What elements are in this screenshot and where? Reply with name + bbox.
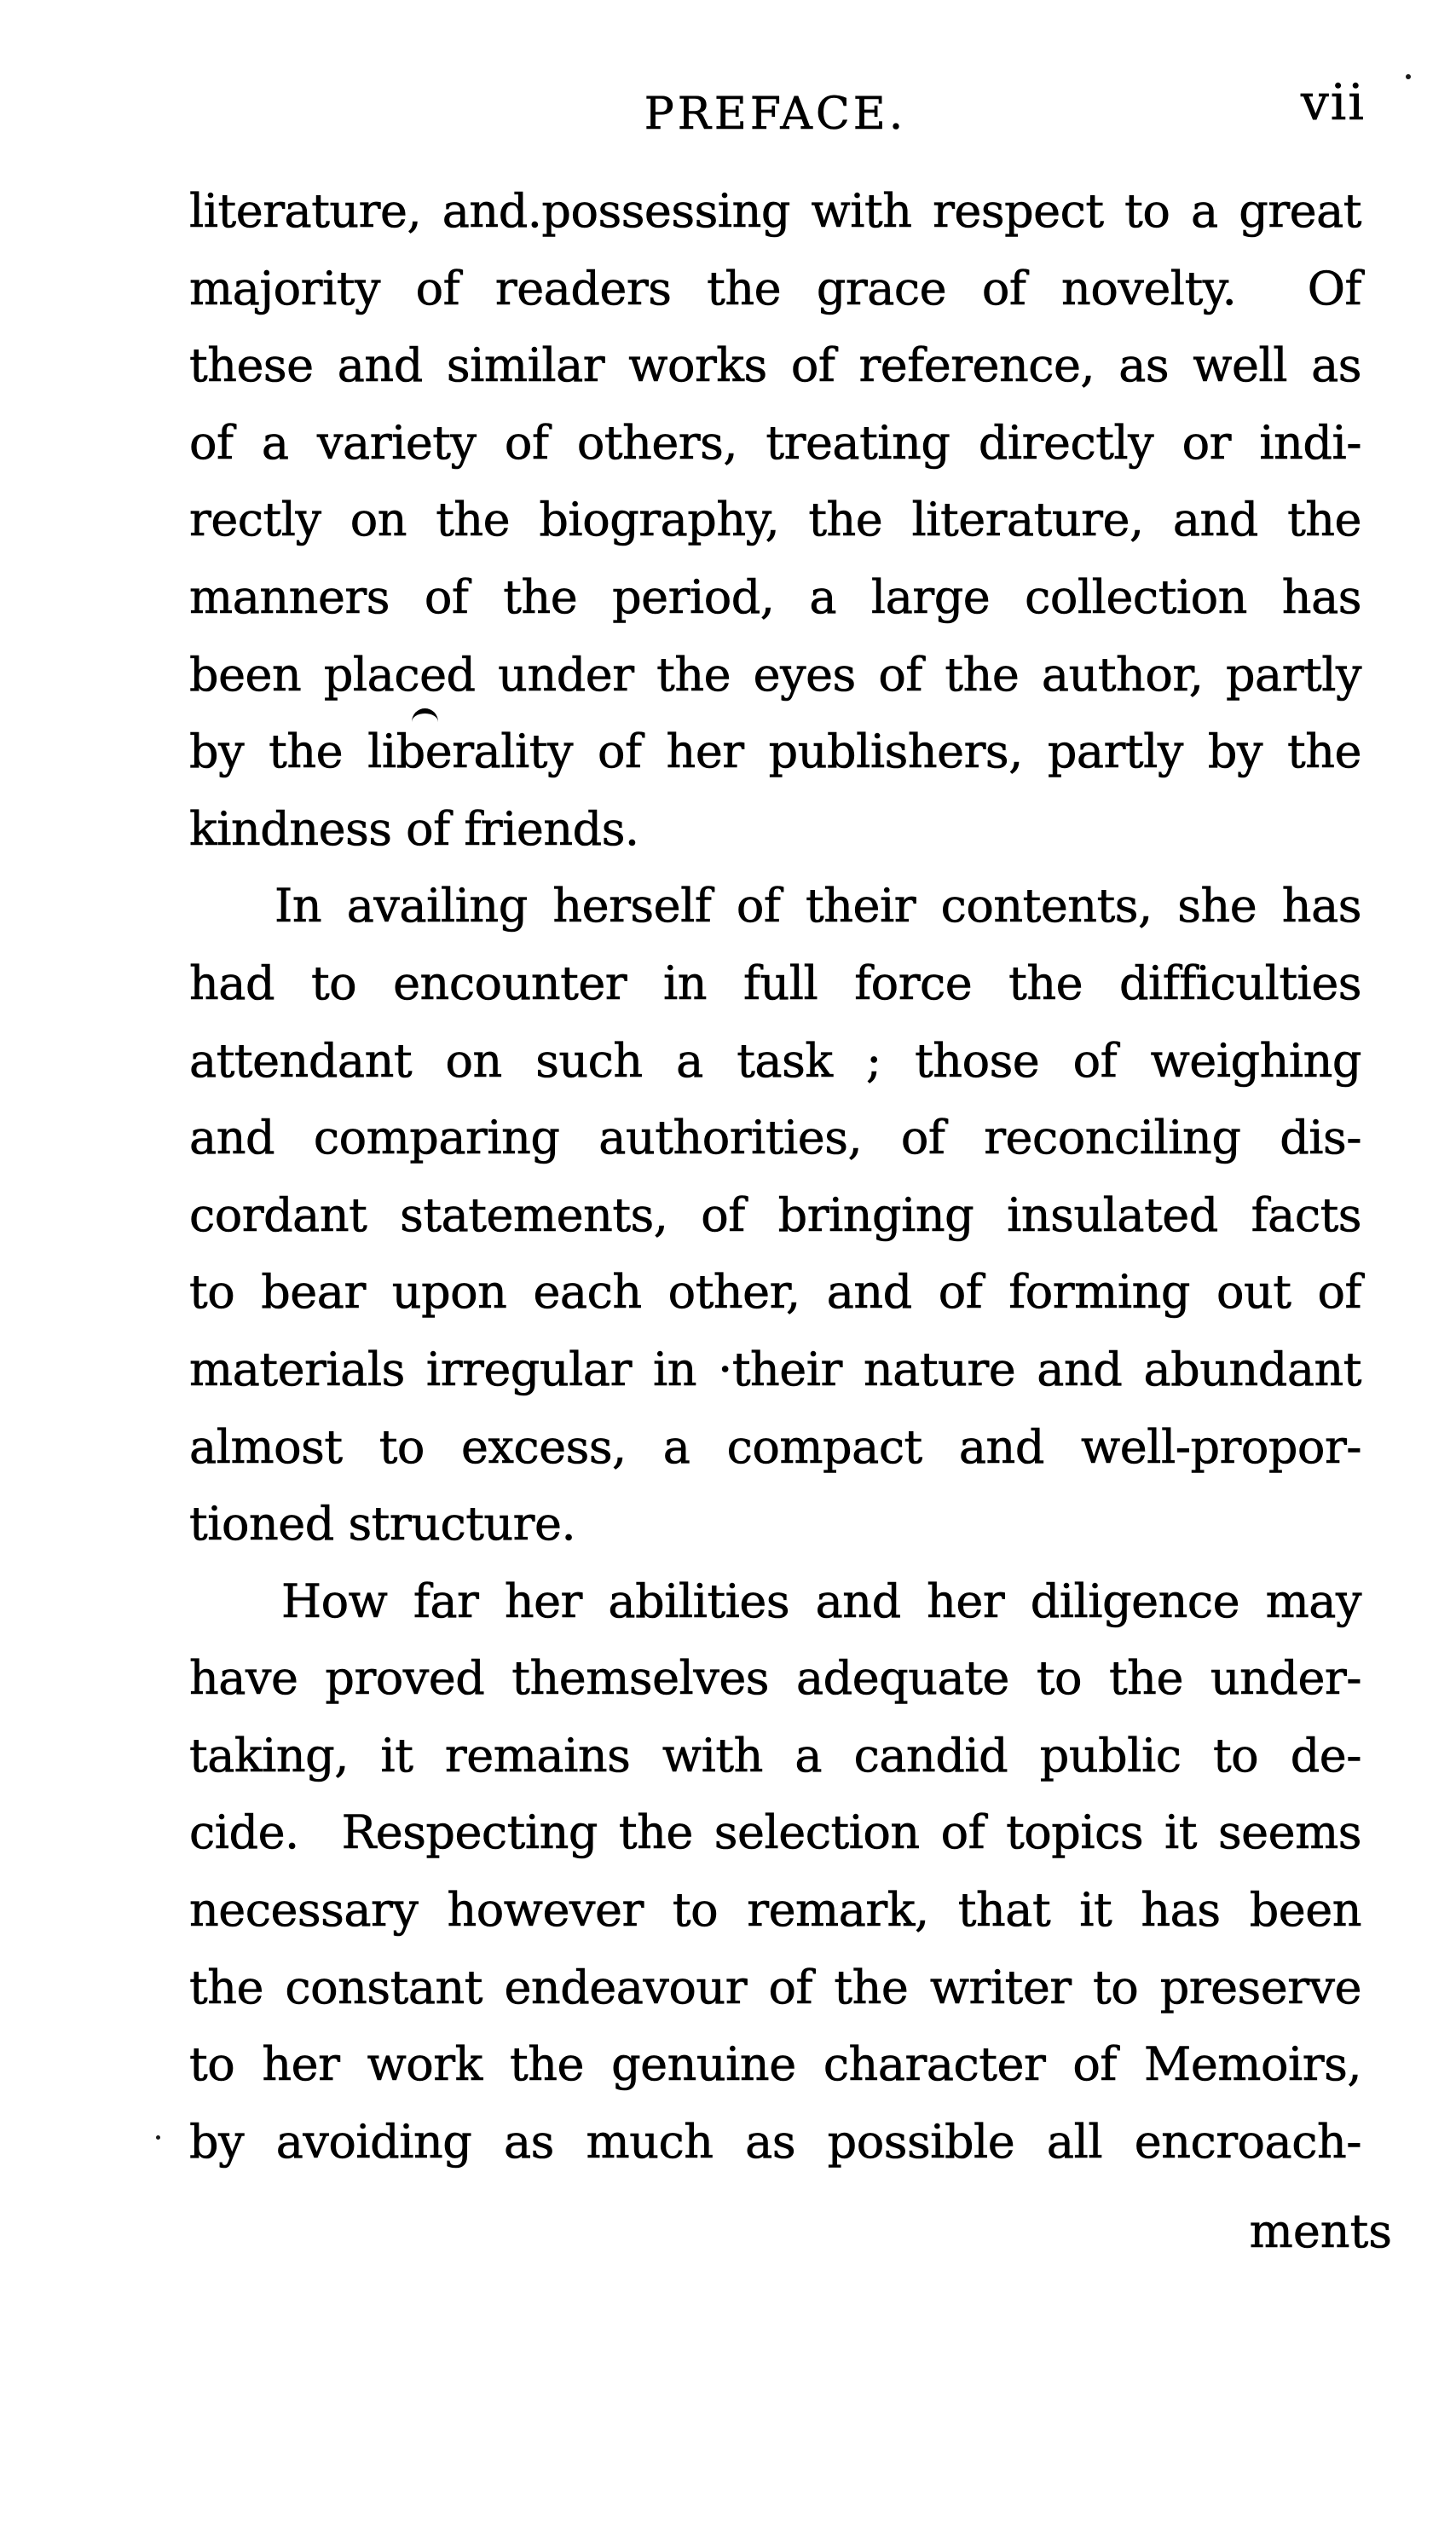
text-line: almost to excess, a compact and well-propor- bbox=[189, 1419, 1361, 1474]
text-line: and comparing authorities, of reconciling dis- bbox=[189, 1111, 1361, 1165]
text-line-paragraph-start: How far her abilities and her diligence may bbox=[281, 1574, 1361, 1628]
text-line: literature, and.possessing with respect to a great bbox=[189, 184, 1361, 238]
text-line: by avoiding as much as possible all encroach- bbox=[189, 2114, 1361, 2169]
text-line: manners of the period, a large collection has bbox=[189, 569, 1361, 624]
text-line: majority of readers the grace of novelty. Of bbox=[189, 261, 1361, 315]
text-line: attendant on such a task ; those of weighing bbox=[189, 1033, 1361, 1088]
text-line: had to encounter in full force the difficulties bbox=[189, 956, 1361, 1010]
text-line: to bear upon each other, and of forming out of bbox=[189, 1265, 1361, 1320]
text-line: taking, it remains with a candid public to de- bbox=[189, 1728, 1361, 1782]
text-line: of a variety of others, treating directly or indi- bbox=[189, 415, 1361, 470]
text-line-paragraph-end: kindness of friends. bbox=[189, 801, 639, 856]
text-line: rectly on the biography, the literature, and the bbox=[189, 493, 1361, 547]
page-number: vii bbox=[1301, 73, 1366, 131]
catchword: ments bbox=[1249, 2204, 1392, 2258]
text-line: been placed under the eyes of the author, partly bbox=[189, 647, 1361, 702]
text-line-paragraph-start: In availing herself of their contents, she has bbox=[274, 879, 1361, 933]
body-text bbox=[189, 173, 1361, 2181]
text-line: the constant endeavour of the writer to preserve bbox=[189, 1960, 1361, 2014]
text-line: cordant statements, of bringing insulated facts bbox=[189, 1187, 1361, 1242]
text-line-paragraph-end: tioned structure. bbox=[189, 1497, 576, 1551]
ink-speck bbox=[1406, 74, 1411, 79]
text-line: necessary however to remark, that it has been bbox=[189, 1883, 1361, 1938]
text-line: have proved themselves adequate to the under- bbox=[189, 1651, 1361, 1706]
page-title: PREFACE. bbox=[644, 89, 907, 140]
text-line: cide. Respecting the selection of topics it seems bbox=[189, 1805, 1361, 1860]
text-line: by the liberality of her publishers, partly by the bbox=[189, 725, 1361, 779]
text-line: to her work the genuine character of Memoirs, bbox=[189, 2037, 1361, 2092]
text-line: materials irregular in ·their nature and abundant bbox=[189, 1342, 1361, 1396]
ink-speck bbox=[156, 2135, 160, 2140]
text-line: these and similar works of reference, as well as bbox=[189, 338, 1361, 393]
